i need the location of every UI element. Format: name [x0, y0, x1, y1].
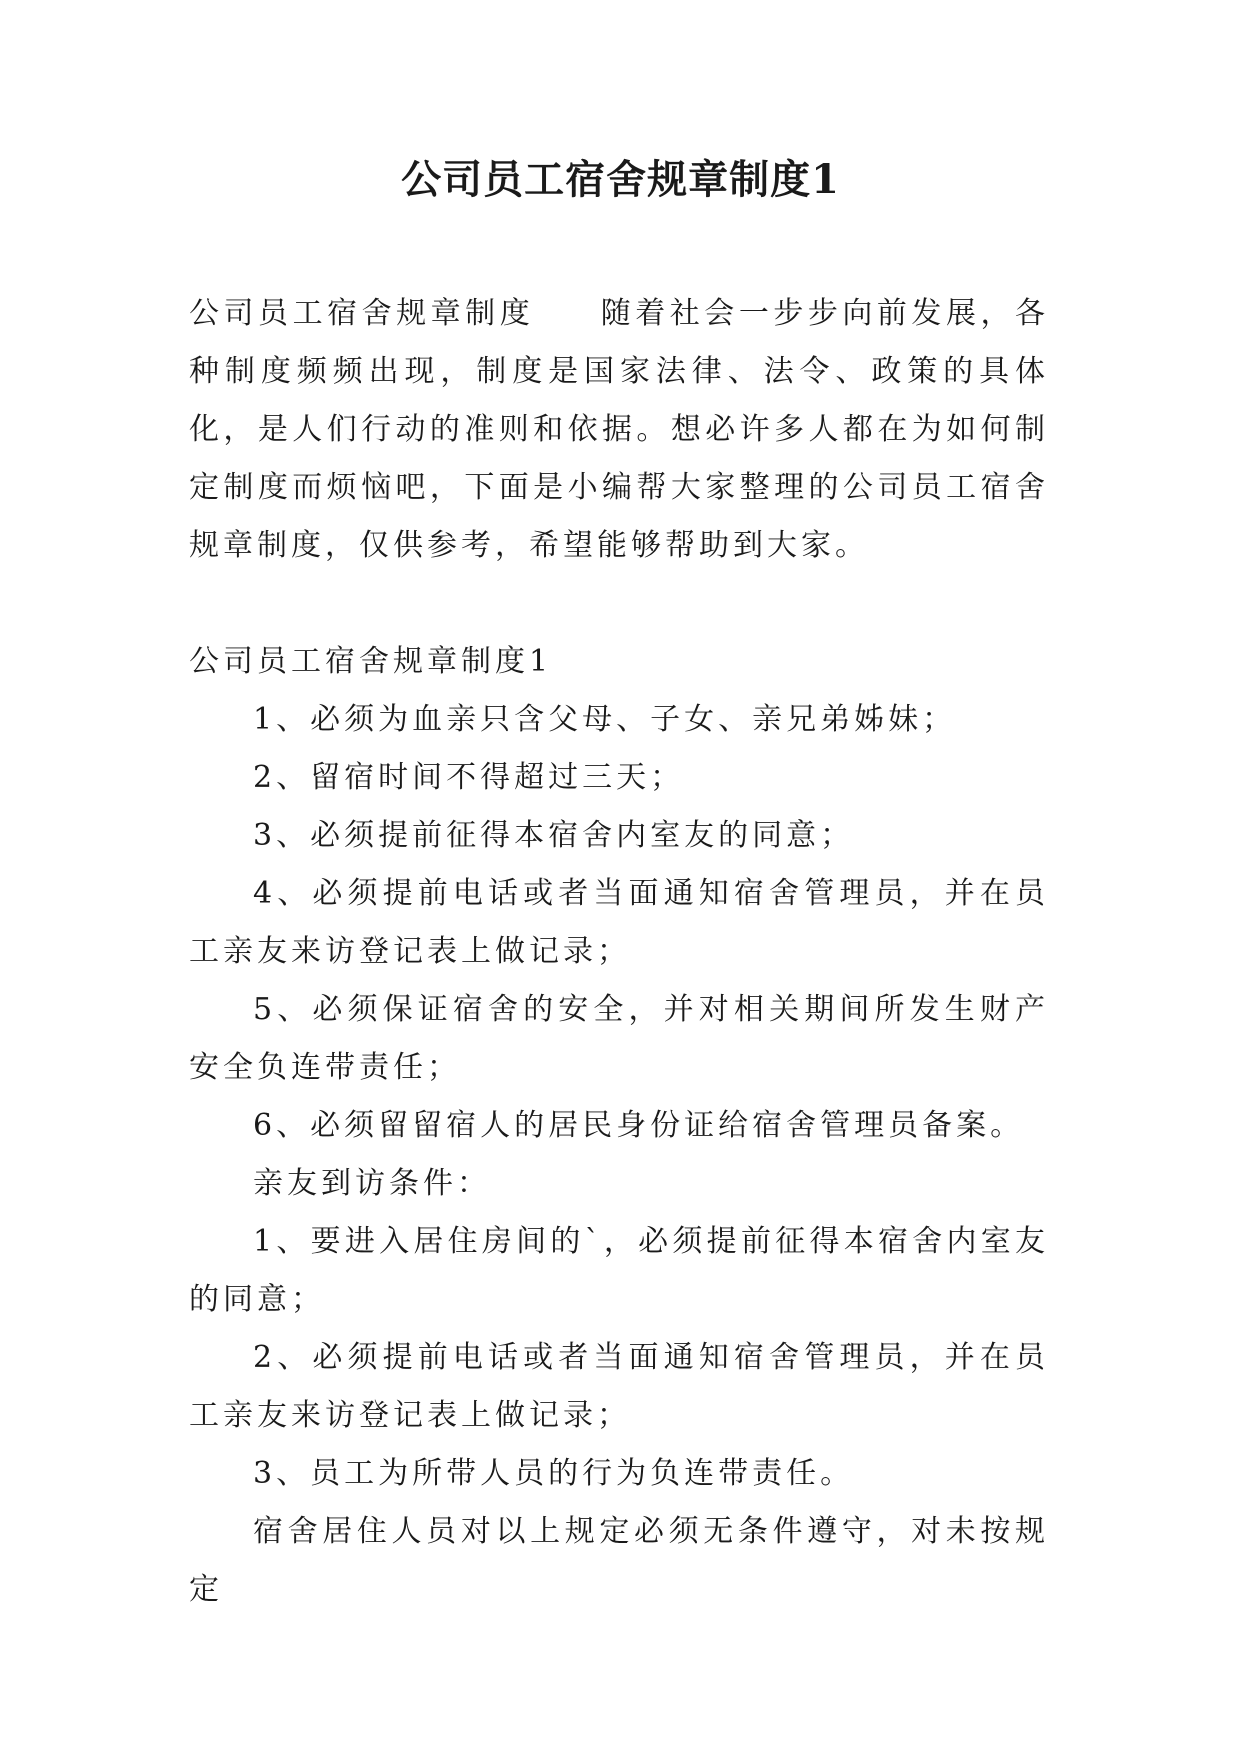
visit-rule-item: 2、必须提前电话或者当面通知宿舍管理员，并在员工亲友来访登记表上做记录；	[189, 1340, 1049, 1433]
document-body	[189, 285, 1049, 1619]
visit-rule-item: 1、要进入居住房间的`，必须提前征得本宿舍内室友的同意；	[189, 1224, 1049, 1317]
intro-text: 随着社会一步步向前发展，各种制度频频出现，制度是国家法律、法令、政策的具体化，是人们行动的准则和依据。想必许多人都在为如何制定制度而烦恼吧，下面是小编帮大家整理的公司员工宿舍规章制度，仅供参考，希望能够帮助到大家。	[189, 296, 1050, 563]
rule-item: 4、必须提前电话或者当面通知宿舍管理员，并在员工亲友来访登记表上做记录；	[189, 876, 1049, 969]
visit-heading: 亲友到访条件：	[253, 1166, 491, 1201]
intro-paragraph	[189, 285, 1049, 575]
rule-item: 1、必须为血亲只含父母、子女、亲兄弟姊妹；	[253, 702, 957, 737]
rule-item: 6、必须留留宿人的居民身份证给宿舍管理员备案。	[253, 1108, 1025, 1143]
section-title: 公司员工宿舍规章制度1	[189, 644, 553, 679]
closing-paragraph: 宿舍居住人员对以上规定必须无条件遵守，对未按规定	[189, 1514, 1049, 1607]
rule-item: 3、必须提前征得本宿舍内室友的同意；	[253, 818, 855, 853]
rule-item: 2、留宿时间不得超过三天；	[253, 760, 685, 795]
rule-item: 5、必须保证宿舍的安全，并对相关期间所发生财产安全负连带责任；	[189, 992, 1049, 1085]
visit-rule-item: 3、员工为所带人员的行为负连带责任。	[253, 1456, 855, 1491]
intro-label: 公司员工宿舍规章制度	[189, 296, 535, 331]
document-title: 公司员工宿舍规章制度1	[401, 156, 840, 203]
